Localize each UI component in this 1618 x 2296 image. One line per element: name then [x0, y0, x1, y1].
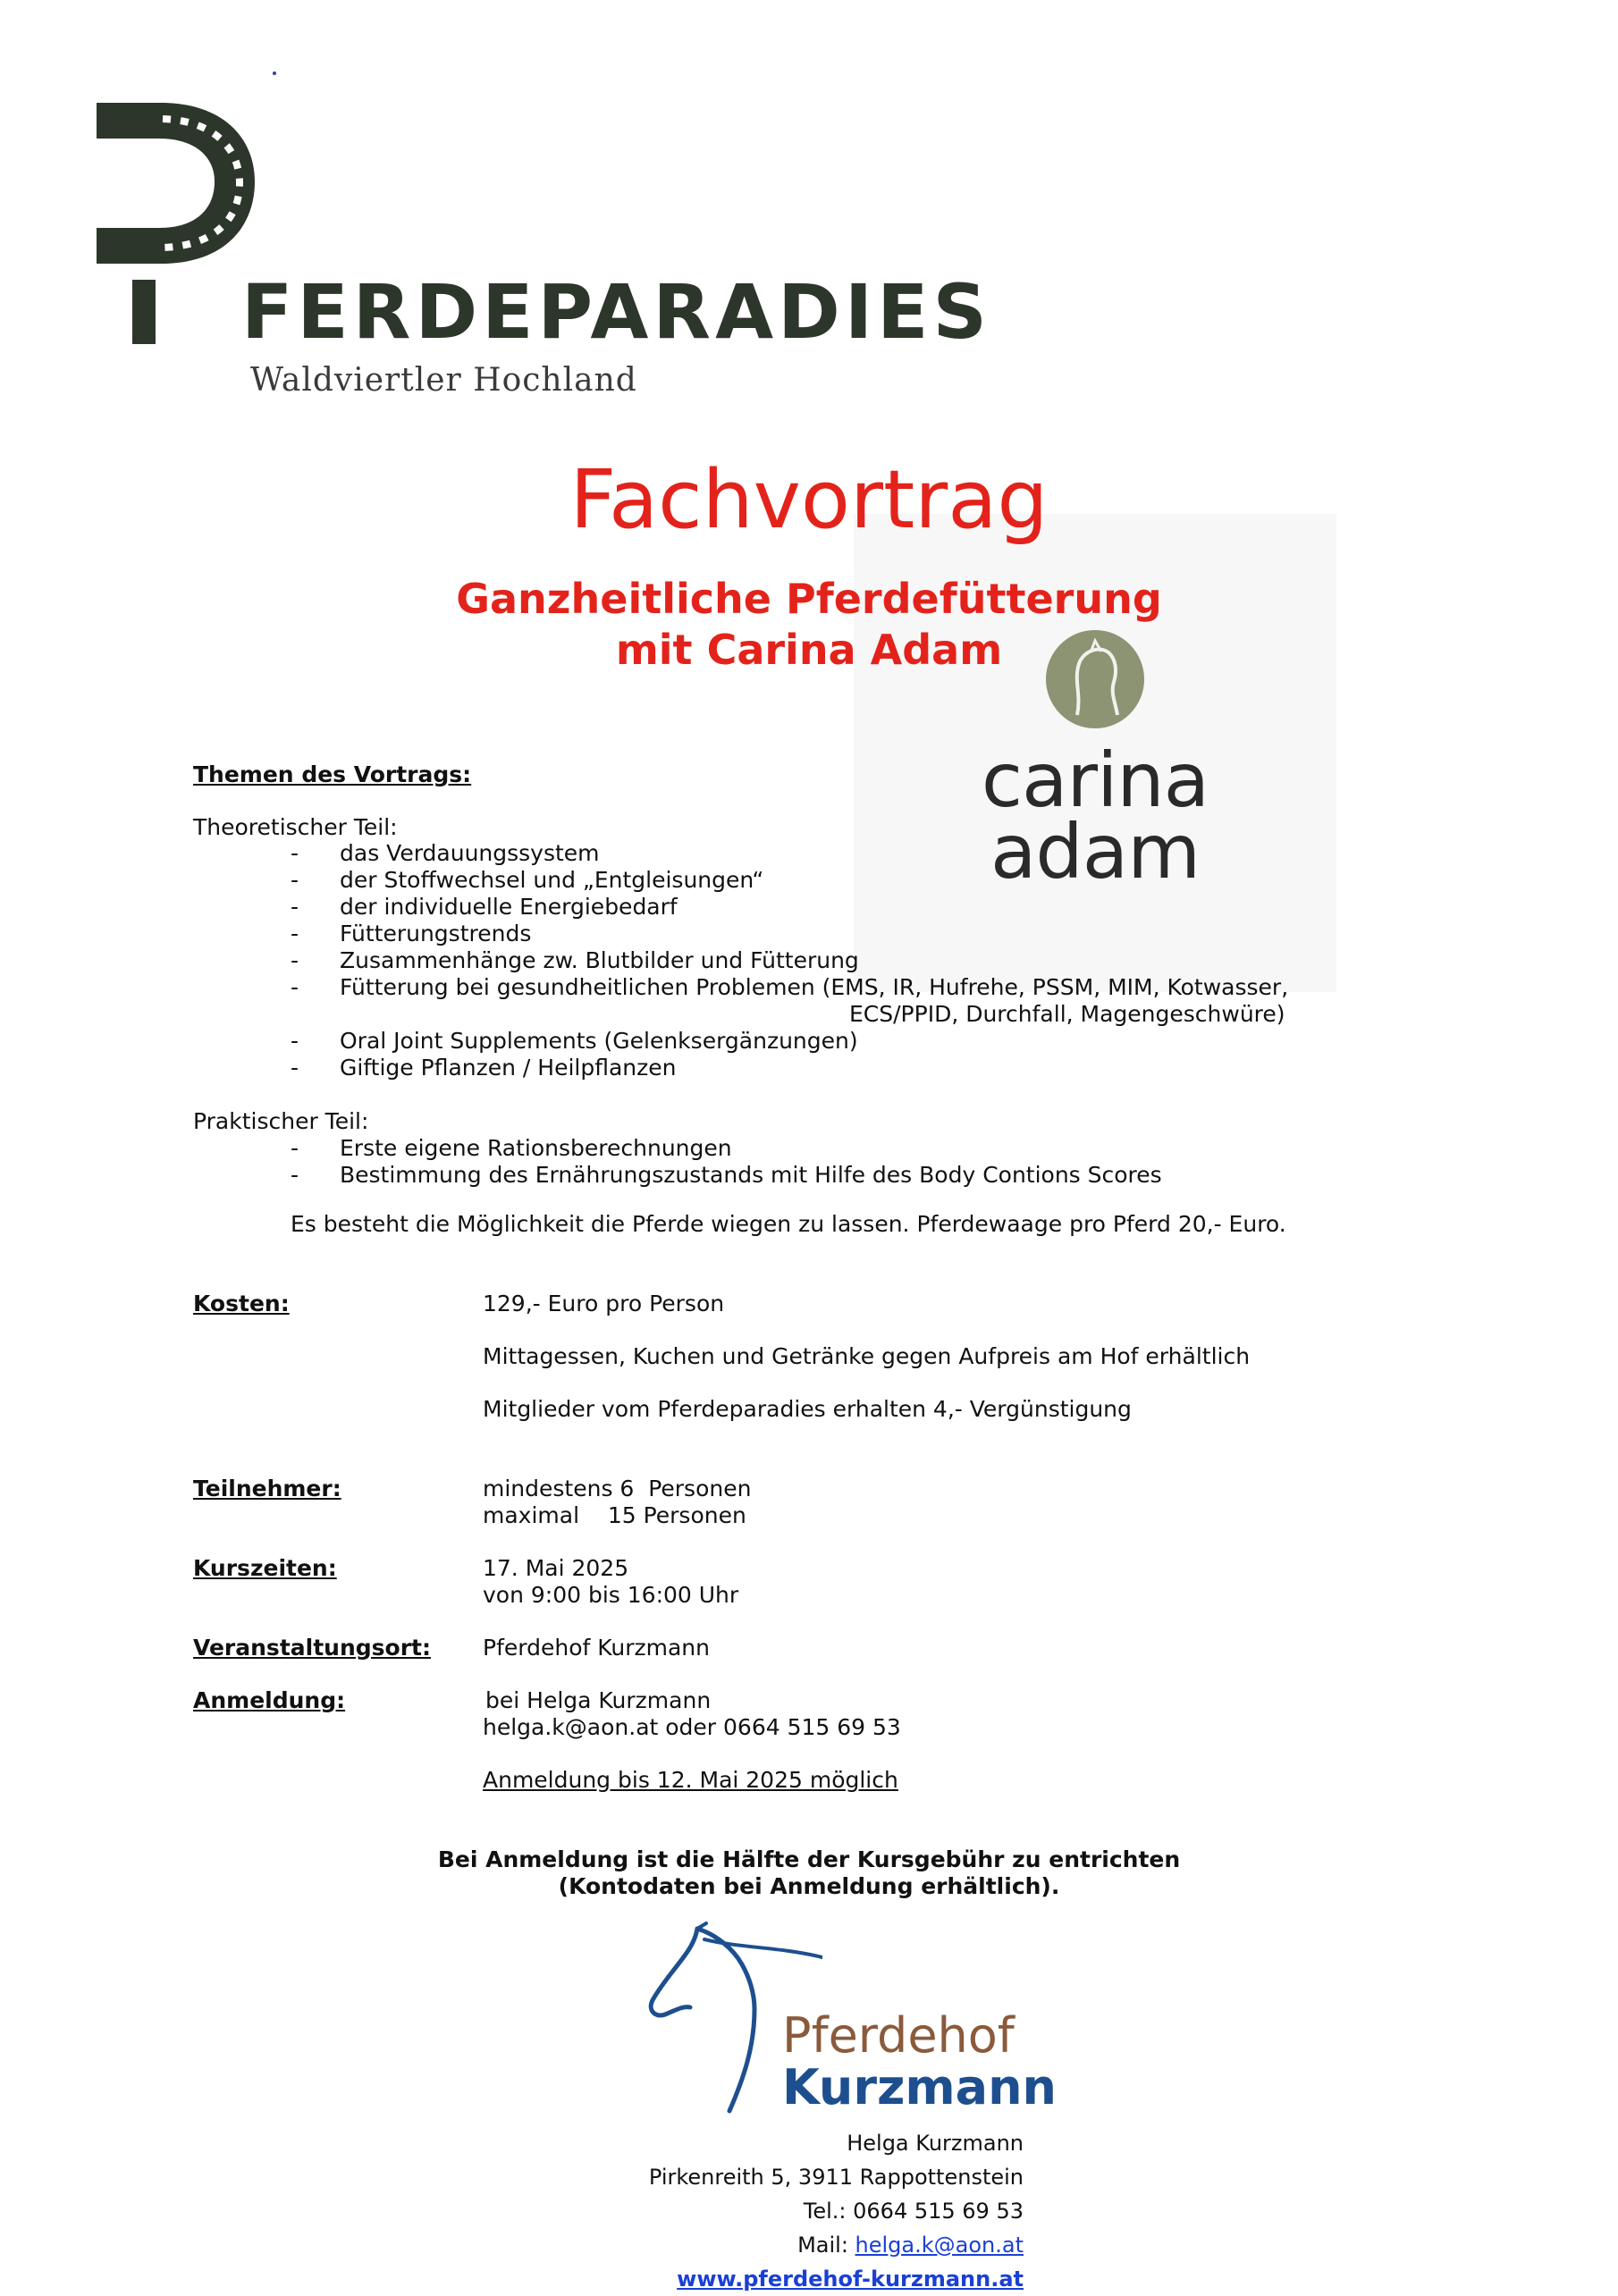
payment-note-line1: Bei Anmeldung ist die Hälfte der Kursgebühr zu entrichten: [437, 1846, 1181, 1872]
registration-label: Anmeldung:: [193, 1687, 346, 1713]
horseshoe-d-icon: [89, 94, 268, 273]
footer-mail-link[interactable]: helga.k@aon.at: [855, 2233, 1024, 2258]
list-item: Oral Joint Supplements (Gelenksergänzungen): [340, 1028, 858, 1054]
subtitle-line1: Ganzheitliche Pferdefütterung: [456, 575, 1162, 623]
times-label: Kurszeiten:: [193, 1555, 337, 1581]
list-item: Erste eigene Rationsberechnungen: [340, 1135, 732, 1161]
course-date: 17. Mai 2025: [483, 1555, 629, 1581]
list-item-dash: -: [291, 840, 299, 866]
tiny-mark: [273, 71, 276, 75]
list-item: Bestimmung des Ernährungszustands mit Hilfe des Body Contions Scores: [340, 1162, 1162, 1188]
list-item-dash: -: [291, 894, 299, 920]
pk-logo-word1: Pferdehof: [782, 2007, 1015, 2064]
participants-max: maximal 15 Personen: [483, 1502, 746, 1528]
registration-email-phone: helga.k@aon.at oder 0664 515 69 53: [483, 1714, 901, 1740]
list-item-continuation: ECS/PPID, Durchfall, Magengeschwüre): [849, 1001, 1285, 1027]
list-item: der Stoffwechsel und „Entgleisungen“: [340, 867, 764, 893]
list-item: der individuelle Energiebedarf: [340, 894, 678, 920]
venue-label: Veranstaltungsort:: [193, 1635, 431, 1661]
footer-tel: Tel.: 0664 515 69 53: [803, 2199, 1024, 2224]
logo-p-stem-icon: [132, 280, 156, 344]
themes-heading: Themen des Vortrags:: [193, 761, 472, 787]
page-title: Fachvortrag: [569, 453, 1049, 547]
list-item-dash: -: [291, 1028, 299, 1054]
carina-logo-line2: adam: [990, 808, 1201, 896]
list-item: Giftige Pflanzen / Heilpflanzen: [340, 1055, 677, 1081]
theory-label: Theoretischer Teil:: [193, 814, 398, 840]
participants-min: mindestens 6 Personen: [483, 1476, 752, 1501]
registration-contact: bei Helga Kurzmann: [485, 1687, 712, 1713]
footer-web-row: [677, 2262, 1024, 2296]
footer-name: Helga Kurzmann: [847, 2131, 1024, 2156]
list-item-dash: -: [291, 1135, 299, 1161]
footer-web-link[interactable]: www.pferdehof-kurzmann.at: [677, 2267, 1024, 2292]
list-item: Zusammenhänge zw. Blutbilder und Fütterung: [340, 947, 859, 973]
payment-note-line2: (Kontodaten bei Anmeldung erhältlich).: [558, 1873, 1060, 1899]
list-item-dash: -: [291, 1055, 299, 1081]
list-item-dash: -: [291, 947, 299, 973]
pferdehof-kurzmann-logo: [644, 1922, 1057, 2136]
cost-label: Kosten:: [193, 1291, 290, 1316]
footer-mail-row: [797, 2228, 1024, 2262]
list-item-dash: -: [291, 921, 299, 946]
footer-street: Pirkenreith 5, 3911 Rappottenstein: [648, 2165, 1024, 2190]
footer-mail-label: Mail:: [797, 2233, 855, 2258]
carina-logo-line1: carina: [981, 736, 1209, 824]
logo-tagline: Waldviertler Hochland: [250, 362, 637, 399]
pk-logo-word2: Kurzmann: [782, 2059, 1057, 2115]
list-item-dash: -: [291, 867, 299, 893]
list-item: Fütterung bei gesundheitlichen Problemen (EMS, IR, Hufrehe, PSSM, MIM, Kotwasser,: [340, 974, 1289, 1000]
list-item-dash: -: [291, 974, 299, 1000]
cost-line: Mittagessen, Kuchen und Getränke gegen Aufpreis am Hof erhältlich: [483, 1343, 1251, 1369]
practice-label: Praktischer Teil:: [193, 1108, 369, 1134]
participants-label: Teilnehmer:: [193, 1476, 341, 1501]
registration-deadline: Anmeldung bis 12. Mai 2025 möglich: [483, 1767, 898, 1793]
scale-note: Es besteht die Möglichkeit die Pferde wiegen zu lassen. Pferdewaage pro Pferd 20,- Euro.: [291, 1211, 1286, 1237]
list-item: Fütterungstrends: [340, 921, 532, 946]
course-hours: von 9:00 bis 16:00 Uhr: [483, 1582, 739, 1608]
cost-line: Mitglieder vom Pferdeparadies erhalten 4,- Vergünstigung: [483, 1396, 1132, 1422]
list-item-dash: -: [291, 1162, 299, 1188]
cost-line: 129,- Euro pro Person: [483, 1291, 725, 1316]
subtitle-line2: mit Carina Adam: [615, 626, 1003, 674]
venue-value: Pferdehof Kurzmann: [483, 1635, 710, 1661]
logo-wordmark: FERDEPARADIES: [241, 268, 991, 356]
list-item: das Verdauungssystem: [340, 840, 600, 866]
pferdeparadies-logo: [89, 94, 991, 416]
